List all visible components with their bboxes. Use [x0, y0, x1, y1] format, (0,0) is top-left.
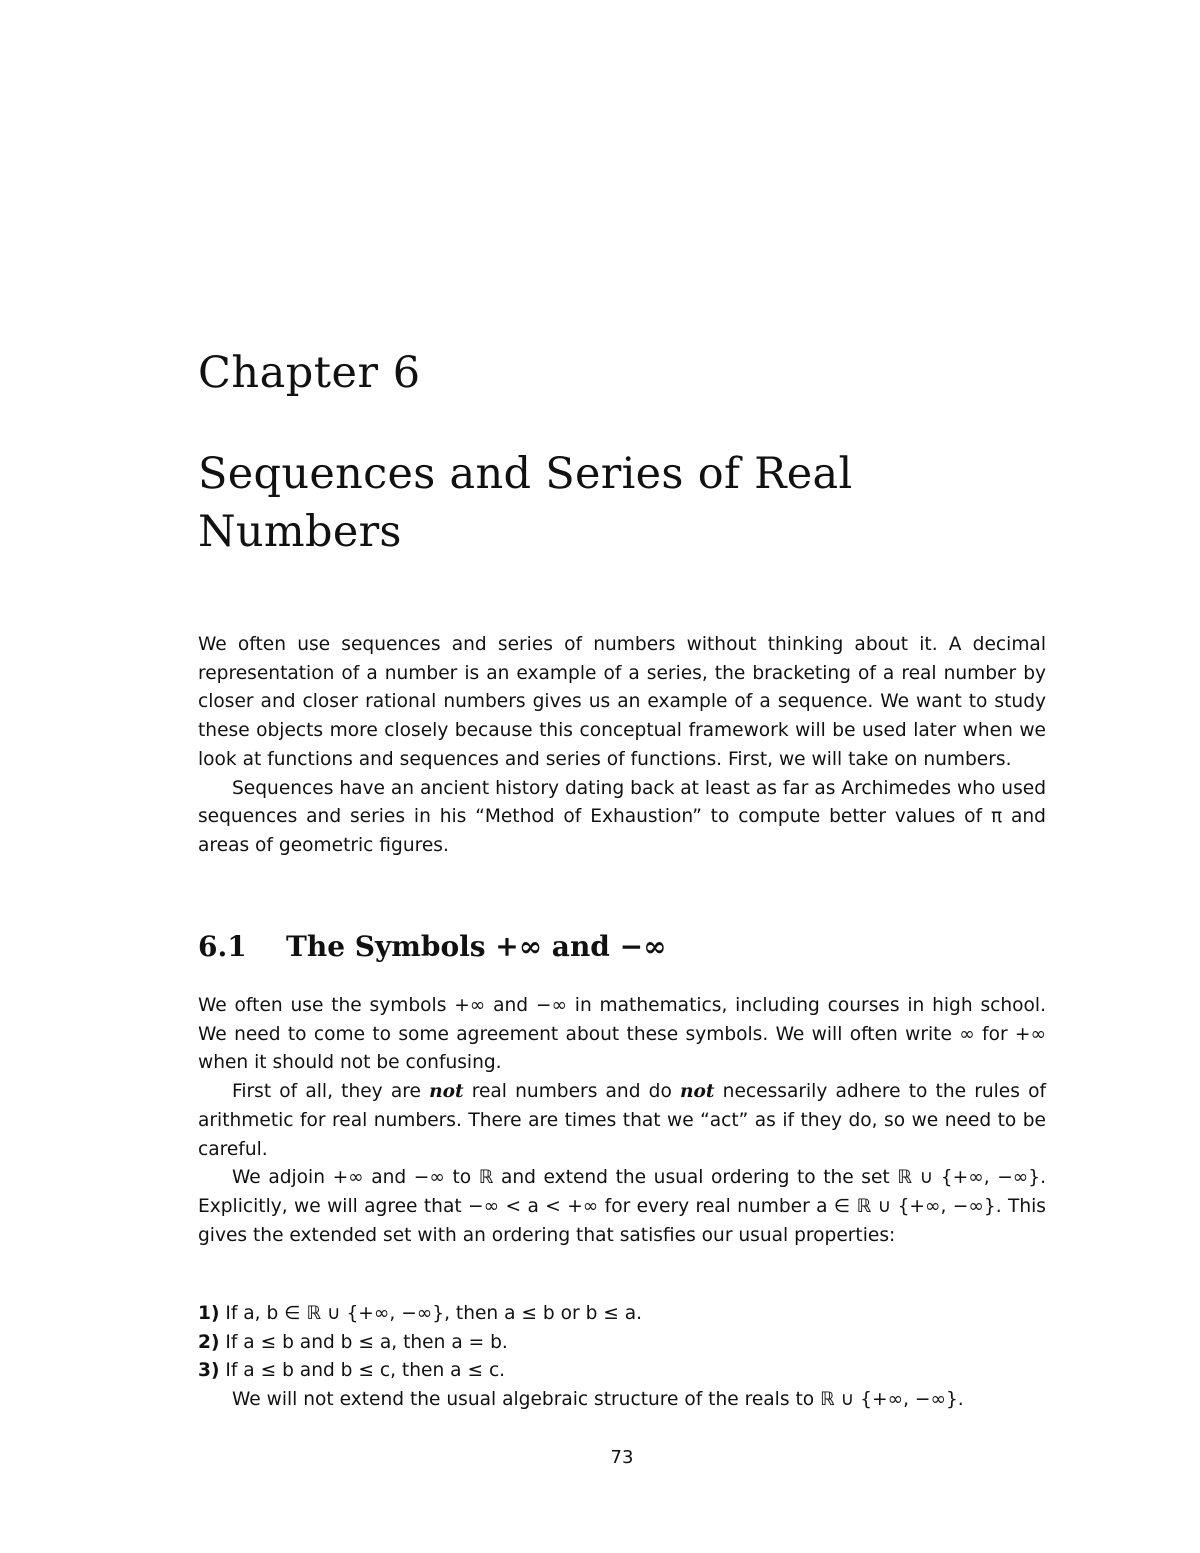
section-body [198, 992, 1046, 1250]
property-text: If a, b ∈ ℝ ∪ {+∞, −∞}, then a ≤ b or b ≤ a. [219, 1303, 643, 1324]
intro-section [198, 631, 1046, 861]
emphasis-not-2: not [680, 1081, 715, 1103]
emphasis-not-1: not [429, 1081, 464, 1103]
chapter-label: Chapter 6 [198, 348, 421, 398]
property-number: 1) [198, 1303, 220, 1324]
section-paragraph-3: We adjoin +∞ and −∞ to ℝ and extend the usual ordering to the set ℝ ∪ {+∞, −∞}. Explicitly, we will agree that −∞ < a < +∞ for every real number a ∈ ℝ ∪ {+∞, −∞}. This gives the extended set with an ordering that satisfies our usual properties: [198, 1167, 1046, 1246]
section-paragraph-2-part-c: necessarily adhere to the rules of arithmetic for real numbers. There are times that we “act” as if they do, so we need to be careful. [198, 1081, 1047, 1160]
property-item-2 [198, 1329, 1046, 1358]
property-item-1 [198, 1300, 1046, 1329]
property-item-3 [198, 1357, 1046, 1386]
property-text: If a ≤ b and b ≤ a, then a = b. [219, 1331, 508, 1353]
chapter-title-line-1: Sequences and Series of Real [198, 449, 853, 499]
property-number: 2) [198, 1331, 220, 1353]
order-properties-list [198, 1300, 1046, 1415]
section-paragraph-2-part-a: First of all, they are [232, 1081, 430, 1103]
section-title: The Symbols +∞ and −∞ [286, 930, 667, 963]
document-page [198, 0, 1048, 1553]
section-paragraph-2-part-b: real numbers and do [463, 1081, 681, 1103]
property-number: 3) [198, 1360, 220, 1382]
closing-paragraph: We will not extend the usual algebraic structure of the reals to ℝ ∪ {+∞, −∞}. [232, 1389, 964, 1411]
property-text: If a ≤ b and b ≤ c, then a ≤ c. [219, 1360, 506, 1382]
intro-paragraph-2: Sequences have an ancient history dating back at least as far as Archimedes who used sequences and series in his “Method of Exhaustion” to compute better values of π and areas of geometric figures. [198, 777, 1046, 856]
section-number: 6.1 [198, 930, 247, 963]
section-heading [198, 930, 666, 963]
section-paragraph-2 [198, 1078, 1046, 1164]
chapter-title-line-2: Numbers [198, 507, 402, 557]
intro-paragraph-1: We often use sequences and series of numbers without thinking about it. A decimal representation of a number is an example of a series, the bracketing of a real number by closer and closer rational numbers gives us an example of a sequence. We want to study these objects more closely because this conceptual framework will be used later when we look at functions and sequences and series of functions. First, we will take on numbers. [198, 634, 1046, 770]
chapter-title [198, 445, 958, 561]
page-number: 73 [610, 1447, 634, 1468]
section-paragraph-1: We often use the symbols +∞ and −∞ in mathematics, including courses in high school. We need to come to some agreement about these symbols. We will often write ∞ for +∞ when it should not be confusing. [198, 995, 1046, 1074]
